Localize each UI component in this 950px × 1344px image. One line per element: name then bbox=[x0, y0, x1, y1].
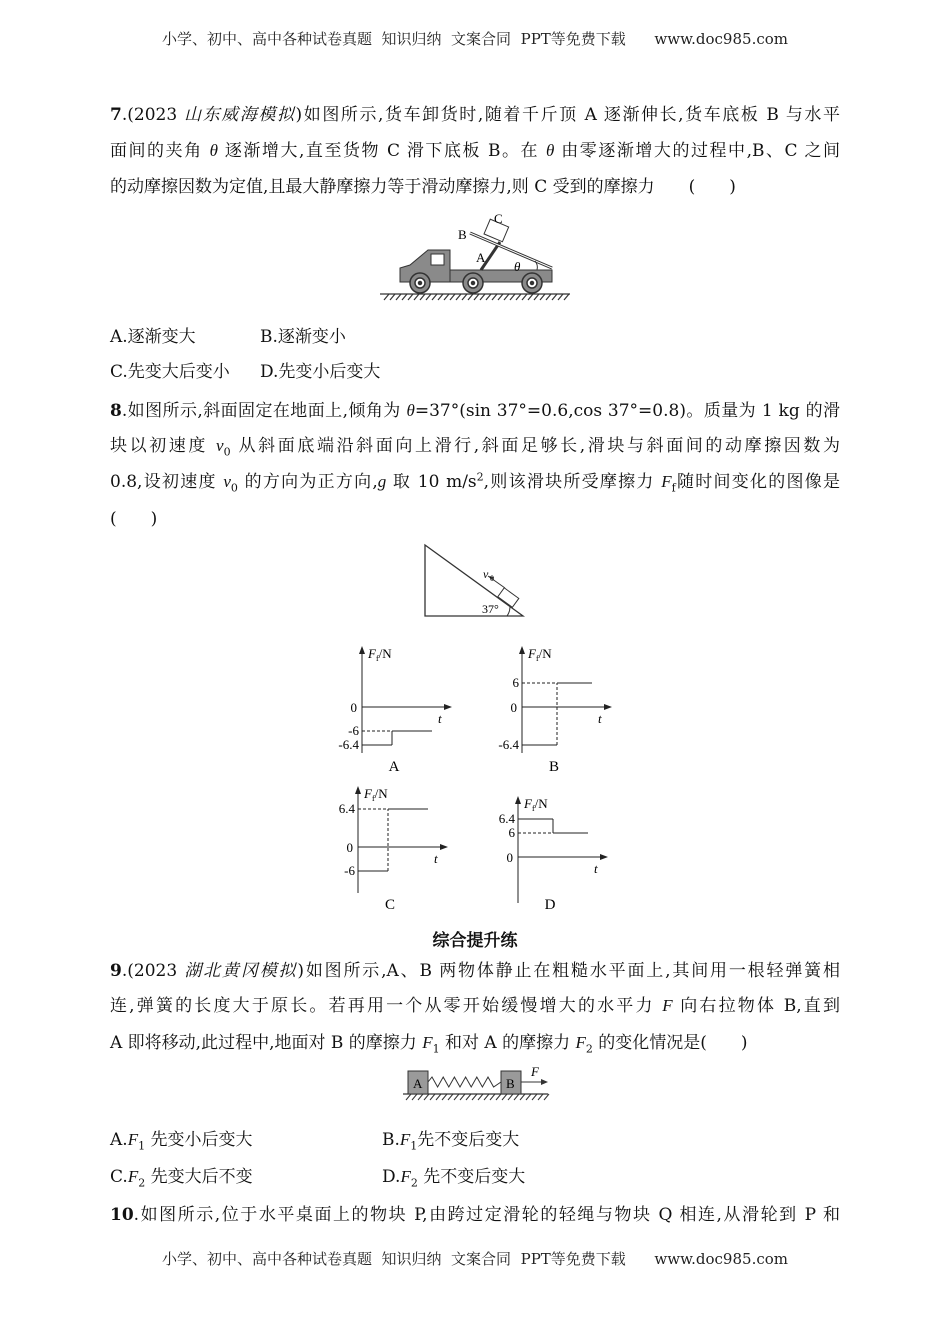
text-run: 逐渐增大,直至货物 C 滑下底板 B。在 bbox=[217, 141, 546, 161]
label-A: A bbox=[476, 250, 486, 265]
text-run: θ bbox=[545, 141, 555, 160]
graph-label: B bbox=[548, 759, 560, 775]
tick-zero: 0 bbox=[510, 700, 517, 715]
text-run: C. bbox=[110, 1167, 128, 1187]
text-run: θ bbox=[406, 401, 415, 420]
spring bbox=[428, 1077, 501, 1087]
section-title: 综合提升练 bbox=[432, 931, 518, 951]
angle-label: 37° bbox=[482, 602, 499, 616]
y-axis-label: $F_f/N$ bbox=[524, 796, 548, 813]
text-run: 山东威海模拟 bbox=[184, 105, 296, 125]
text-run: 随时间变化的图像是 bbox=[675, 472, 841, 492]
text-run: 先变小后变大 bbox=[145, 1130, 253, 1150]
label-C: C bbox=[494, 211, 503, 226]
text-run: v bbox=[216, 436, 224, 455]
text-run: 面间的夹角 bbox=[110, 141, 210, 161]
y-axis-label: $F_f/N$ bbox=[368, 646, 392, 663]
text-run: 0 bbox=[230, 481, 238, 495]
text-run: F bbox=[400, 1167, 411, 1186]
text-run: 0.8,设初速度 bbox=[110, 472, 224, 492]
text-run: .如图所示,斜面固定在地面上,倾角为 bbox=[121, 401, 407, 421]
x-axis-label: t bbox=[438, 711, 442, 726]
text-run: F bbox=[422, 1033, 433, 1052]
text-run: 由零逐渐增大的过程中,B、C 之间 bbox=[554, 141, 840, 161]
tick-label: 6 bbox=[508, 825, 515, 840]
text-run: 的动摩擦因数为定值,且最大静摩擦力等于滑动摩擦力,则 C 受到的摩擦力 ( ) bbox=[110, 177, 736, 197]
text-run: θ bbox=[209, 141, 218, 160]
text-run: =37°(sin 37°=0.6,cos 37°=0.8)。质量为 1 kg 的滑 bbox=[414, 401, 840, 421]
graph-label: C bbox=[384, 897, 396, 913]
text-run: 的变化情况是( ) bbox=[592, 1033, 748, 1053]
v0-sub: 0 bbox=[490, 574, 494, 583]
page-header: 小学、初中、高中各种试卷真题 知识归纳 文案合同 PPT等免费下载 www.doc985.com bbox=[161, 30, 788, 48]
x-axis-label: t bbox=[594, 861, 598, 876]
text-run: 块以初速度 bbox=[110, 436, 217, 456]
text-run: v bbox=[223, 472, 231, 491]
text-run: 先不变后变大 bbox=[417, 1130, 520, 1150]
text-run: C.先变大后变小 bbox=[110, 362, 230, 382]
text-run: 湖北黄冈模拟 bbox=[184, 961, 298, 981]
text-run: B. bbox=[382, 1130, 400, 1150]
text-run: 10 bbox=[110, 1205, 134, 1225]
text-run: B.逐渐变小 bbox=[260, 327, 346, 347]
text-run: D. bbox=[382, 1167, 401, 1187]
text-run: 7 bbox=[110, 105, 122, 125]
q9-option-a[interactable] bbox=[110, 1129, 252, 1151]
text-run: F bbox=[662, 996, 673, 1015]
tick-label: 6 bbox=[512, 675, 519, 690]
text-run: 和对 A 的摩擦力 bbox=[439, 1033, 576, 1053]
tick-label: -6 bbox=[344, 863, 355, 878]
text-run: A 即将移动,此过程中,地面对 B 的摩擦力 bbox=[110, 1033, 423, 1053]
tick-label: 6.4 bbox=[338, 801, 355, 816]
text-run: 2 bbox=[410, 1176, 418, 1190]
label-F: F bbox=[531, 1064, 539, 1079]
text-run: 从斜面底端沿斜面向上滑行,斜面足够长,滑块与斜面间的动摩擦因数为 bbox=[230, 436, 840, 456]
text-run: ( ) bbox=[110, 509, 158, 529]
text-run: .(2023 bbox=[121, 961, 185, 981]
q9-option-b[interactable] bbox=[382, 1129, 519, 1151]
q10-line bbox=[110, 1204, 840, 1226]
text-run: 0 bbox=[223, 445, 231, 459]
tick-zero: 0 bbox=[506, 850, 513, 865]
text-run: F bbox=[127, 1130, 139, 1149]
text-run: 9 bbox=[110, 961, 122, 981]
text-run: .如图所示,位于水平桌面上的物块 P,由跨过定滑轮的轻绳与物块 Q 相连,从滑轮到 P 和 bbox=[133, 1205, 840, 1225]
text-run: F bbox=[127, 1167, 139, 1186]
text-run: A. bbox=[110, 1130, 128, 1150]
text-run: D.先变小后变大 bbox=[260, 362, 381, 382]
x-axis-label: t bbox=[598, 711, 602, 726]
text-run: .(2023 bbox=[121, 105, 185, 125]
label-B: B bbox=[506, 1076, 515, 1091]
text-run: 先变大后不变 bbox=[145, 1167, 253, 1187]
text-run: 2 bbox=[138, 1176, 146, 1190]
text-run: 1 bbox=[410, 1139, 418, 1153]
y-axis-label: $F_f/N$ bbox=[364, 786, 388, 803]
text-run: 1 bbox=[138, 1139, 146, 1153]
text-run: 1 bbox=[432, 1042, 440, 1056]
text-run: 的方向为正方向, bbox=[237, 472, 378, 492]
text-run: 2 bbox=[476, 470, 484, 484]
tick-label: -6.4 bbox=[498, 737, 519, 752]
tick-label: 6.4 bbox=[498, 811, 515, 826]
text-run: A.逐渐变大 bbox=[110, 327, 196, 347]
text-run: 2 bbox=[585, 1042, 593, 1056]
text-run: F bbox=[661, 472, 672, 491]
v0-label: v bbox=[483, 567, 489, 581]
text-run: ,则该滑块所受摩擦力 bbox=[483, 472, 662, 492]
tick-zero: 0 bbox=[350, 700, 357, 715]
label-theta: θ bbox=[514, 259, 521, 274]
q9-option-c[interactable] bbox=[110, 1166, 253, 1188]
text-run: 取 10 m/s bbox=[386, 472, 477, 492]
text-run: 8 bbox=[110, 401, 122, 421]
text-run: 向右拉物体 B,直到 bbox=[672, 996, 840, 1016]
text-run: f bbox=[671, 481, 676, 495]
label-B: B bbox=[458, 227, 467, 242]
text-run: 先不变后变大 bbox=[417, 1167, 526, 1187]
label-A: A bbox=[413, 1076, 423, 1091]
page-footer: 小学、初中、高中各种试卷真题 知识归纳 文案合同 PPT等免费下载 www.doc985.com bbox=[161, 1250, 788, 1268]
x-axis-label: t bbox=[434, 851, 438, 866]
graph-label: A bbox=[388, 759, 400, 775]
q9-option-d[interactable] bbox=[382, 1166, 525, 1188]
text-run: 连,弹簧的长度大于原长。若再用一个从零开始缓慢增大的水平力 bbox=[110, 996, 663, 1016]
tick-label: -6.4 bbox=[338, 737, 359, 752]
y-axis-label: $F_f/N$ bbox=[528, 646, 552, 663]
text-run: g bbox=[377, 472, 387, 491]
tick-label: -6 bbox=[348, 723, 359, 738]
text-run: )如图所示,货车卸货时,随着千斤顶 A 逐渐伸长,货车底板 B 与水平 bbox=[295, 105, 840, 125]
text-run: F bbox=[575, 1033, 586, 1052]
graph-label: D bbox=[544, 897, 556, 913]
text-run: )如图所示,A、B 两物体静止在粗糙水平面上,其间用一根轻弹簧相 bbox=[297, 961, 840, 981]
tick-zero: 0 bbox=[346, 840, 353, 855]
text-run: F bbox=[399, 1130, 411, 1149]
